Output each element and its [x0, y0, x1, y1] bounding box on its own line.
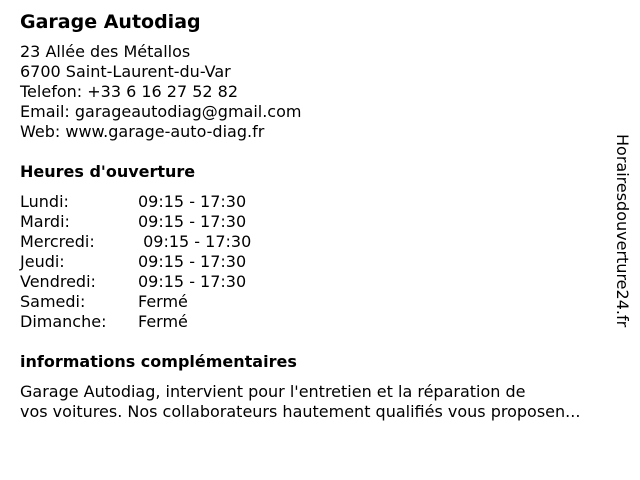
info-line-1: Garage Autodiag, intervient pour l'entretien et la réparation de [20, 382, 526, 401]
address-street: 23 Allée des Métallos [20, 42, 191, 61]
business-name: Garage Autodiag [20, 11, 201, 33]
hours-row-sunday [20, 312, 251, 332]
site-watermark: Horairesdouverture24.fr [613, 134, 632, 328]
time-value: 09:15 - 17:30 [138, 272, 247, 291]
hours-row-thursday [20, 252, 251, 272]
hours-row-tuesday [20, 212, 251, 232]
phone-line: Telefon: +33 6 16 27 52 82 [20, 82, 239, 101]
day-label: Vendredi: [20, 272, 96, 291]
hours-heading: Heures d'ouverture [20, 162, 196, 181]
time-value: 09:15 - 17:30 [138, 252, 247, 271]
address-city: 6700 Saint-Laurent-du-Var [20, 62, 231, 81]
day-label: Mardi: [20, 212, 70, 231]
hours-row-monday [20, 192, 251, 212]
info-description [20, 382, 620, 422]
time-value: 09:15 - 17:30 [138, 212, 247, 231]
web-line: Web: www.garage-auto-diag.fr [20, 122, 265, 141]
email-line: Email: garageautodiag@gmail.com [20, 102, 302, 121]
info-heading: informations complémentaires [20, 352, 297, 371]
day-label: Lundi: [20, 192, 69, 211]
time-value: 09:15 - 17:30 [138, 192, 247, 211]
day-label: Dimanche: [20, 312, 107, 331]
day-label: Samedi: [20, 292, 86, 311]
day-label: Mercredi: [20, 232, 95, 251]
hours-row-friday [20, 272, 251, 292]
time-value: Fermé [138, 292, 188, 311]
info-line-2: vos voitures. Nos collaborateurs hautement qualifiés vous proposen... [20, 402, 581, 421]
business-card [20, 10, 620, 422]
opening-hours-table [20, 192, 251, 332]
hours-row-saturday [20, 292, 251, 312]
time-value: 09:15 - 17:30 [138, 232, 252, 251]
day-label: Jeudi: [20, 252, 65, 271]
hours-row-wednesday [20, 232, 251, 252]
time-value: Fermé [138, 312, 188, 331]
